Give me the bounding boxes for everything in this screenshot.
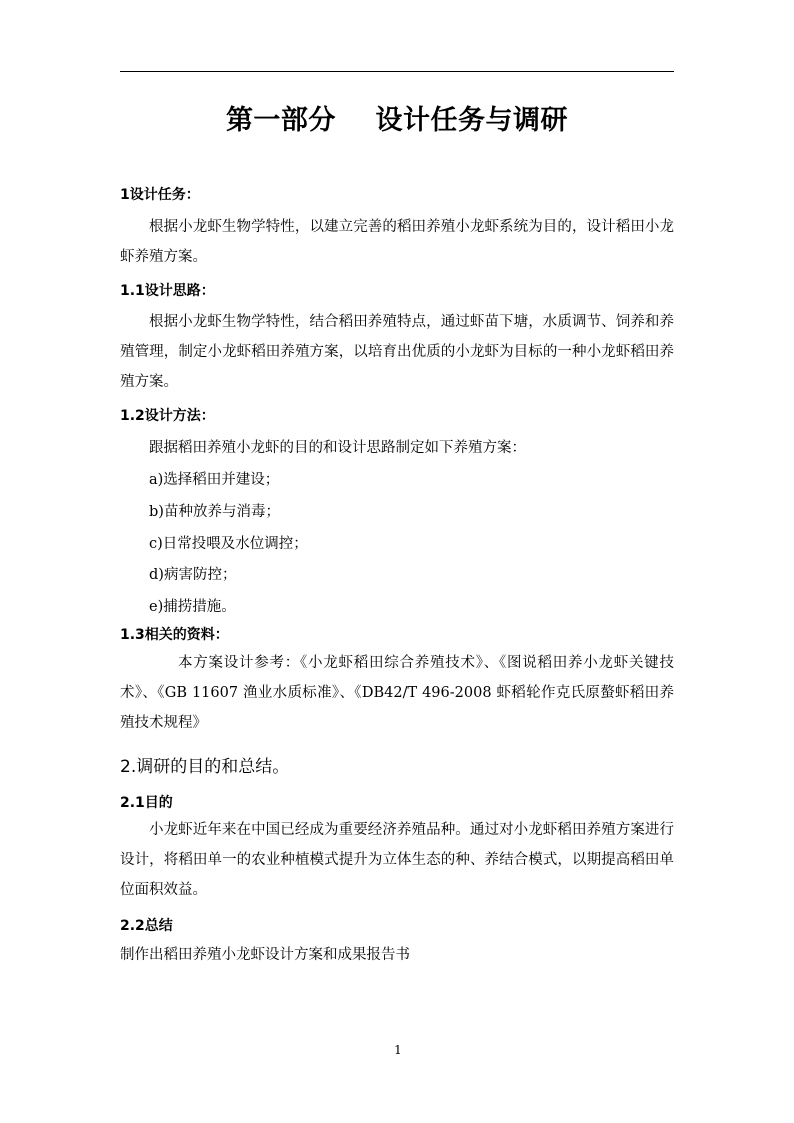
section-1-3-heading: 1.3相关的资料： (120, 627, 229, 643)
section-2-1-heading: 2.1目的 (120, 795, 173, 811)
list-item: b)苗种放养与消毒； (149, 504, 280, 520)
section-2-heading: 2.调研的目的和总结。 (120, 757, 290, 777)
page-number: 1 (394, 1043, 402, 1057)
section-1-1-text: 根据小龙虾生物学特性，结合稻田养殖特点，通过虾苗下塘，水质调节、饲养和养殖管理，制定小龙虾稻田养殖方案，以培育出优质的小龙虾为目标的一种小龙虾稻田养殖方案。 (120, 314, 674, 390)
list-item: a)选择稻田并建设； (149, 472, 280, 488)
section-1-text: 根据小龙虾生物学特性，以建立完善的稻田养殖小龙虾系统为目的，设计稻田小龙虾养殖方案。 (120, 219, 674, 265)
section-1-2-intro: 跟据稻田养殖小龙虾的目的和设计思路制定如下养殖方案： (149, 440, 526, 456)
page-title: 第一部分 设计任务与调研 (225, 105, 569, 136)
section-1-3-text: 本方案设计参考：《小龙虾稻田综合养殖技术》、《图说稻田养小龙虾关键技术》、《GB 11607 渔业水质标准》、《DB42/T 496-2008 虾稻轮作克氏原螯虾稻田养殖技术规程》 (120, 655, 674, 731)
header-rule (120, 71, 674, 72)
section-1-2-heading: 1.2设计方法： (120, 408, 215, 424)
section-2-2-heading: 2.2总结 (120, 918, 173, 934)
section-2-2-text: 制作出稻田养殖小龙虾设计方案和成果报告书 (120, 947, 410, 963)
section-1-1-heading: 1.1设计思路： (120, 283, 215, 299)
section-1-heading: 1设计任务： (120, 187, 200, 203)
list-item: e)捕捞措施。 (149, 599, 236, 615)
list-item: c)日常投喂及水位调控； (149, 536, 308, 552)
list-item: d)病害防控； (149, 567, 237, 583)
section-2-1-text: 小龙虾近年来在中国已经成为重要经济养殖品种。通过对小龙虾稻田养殖方案进行设计，将稻田单一的农业种植模式提升为立体生态的种、养结合模式，以期提高稻田单位面积效益。 (120, 822, 674, 898)
